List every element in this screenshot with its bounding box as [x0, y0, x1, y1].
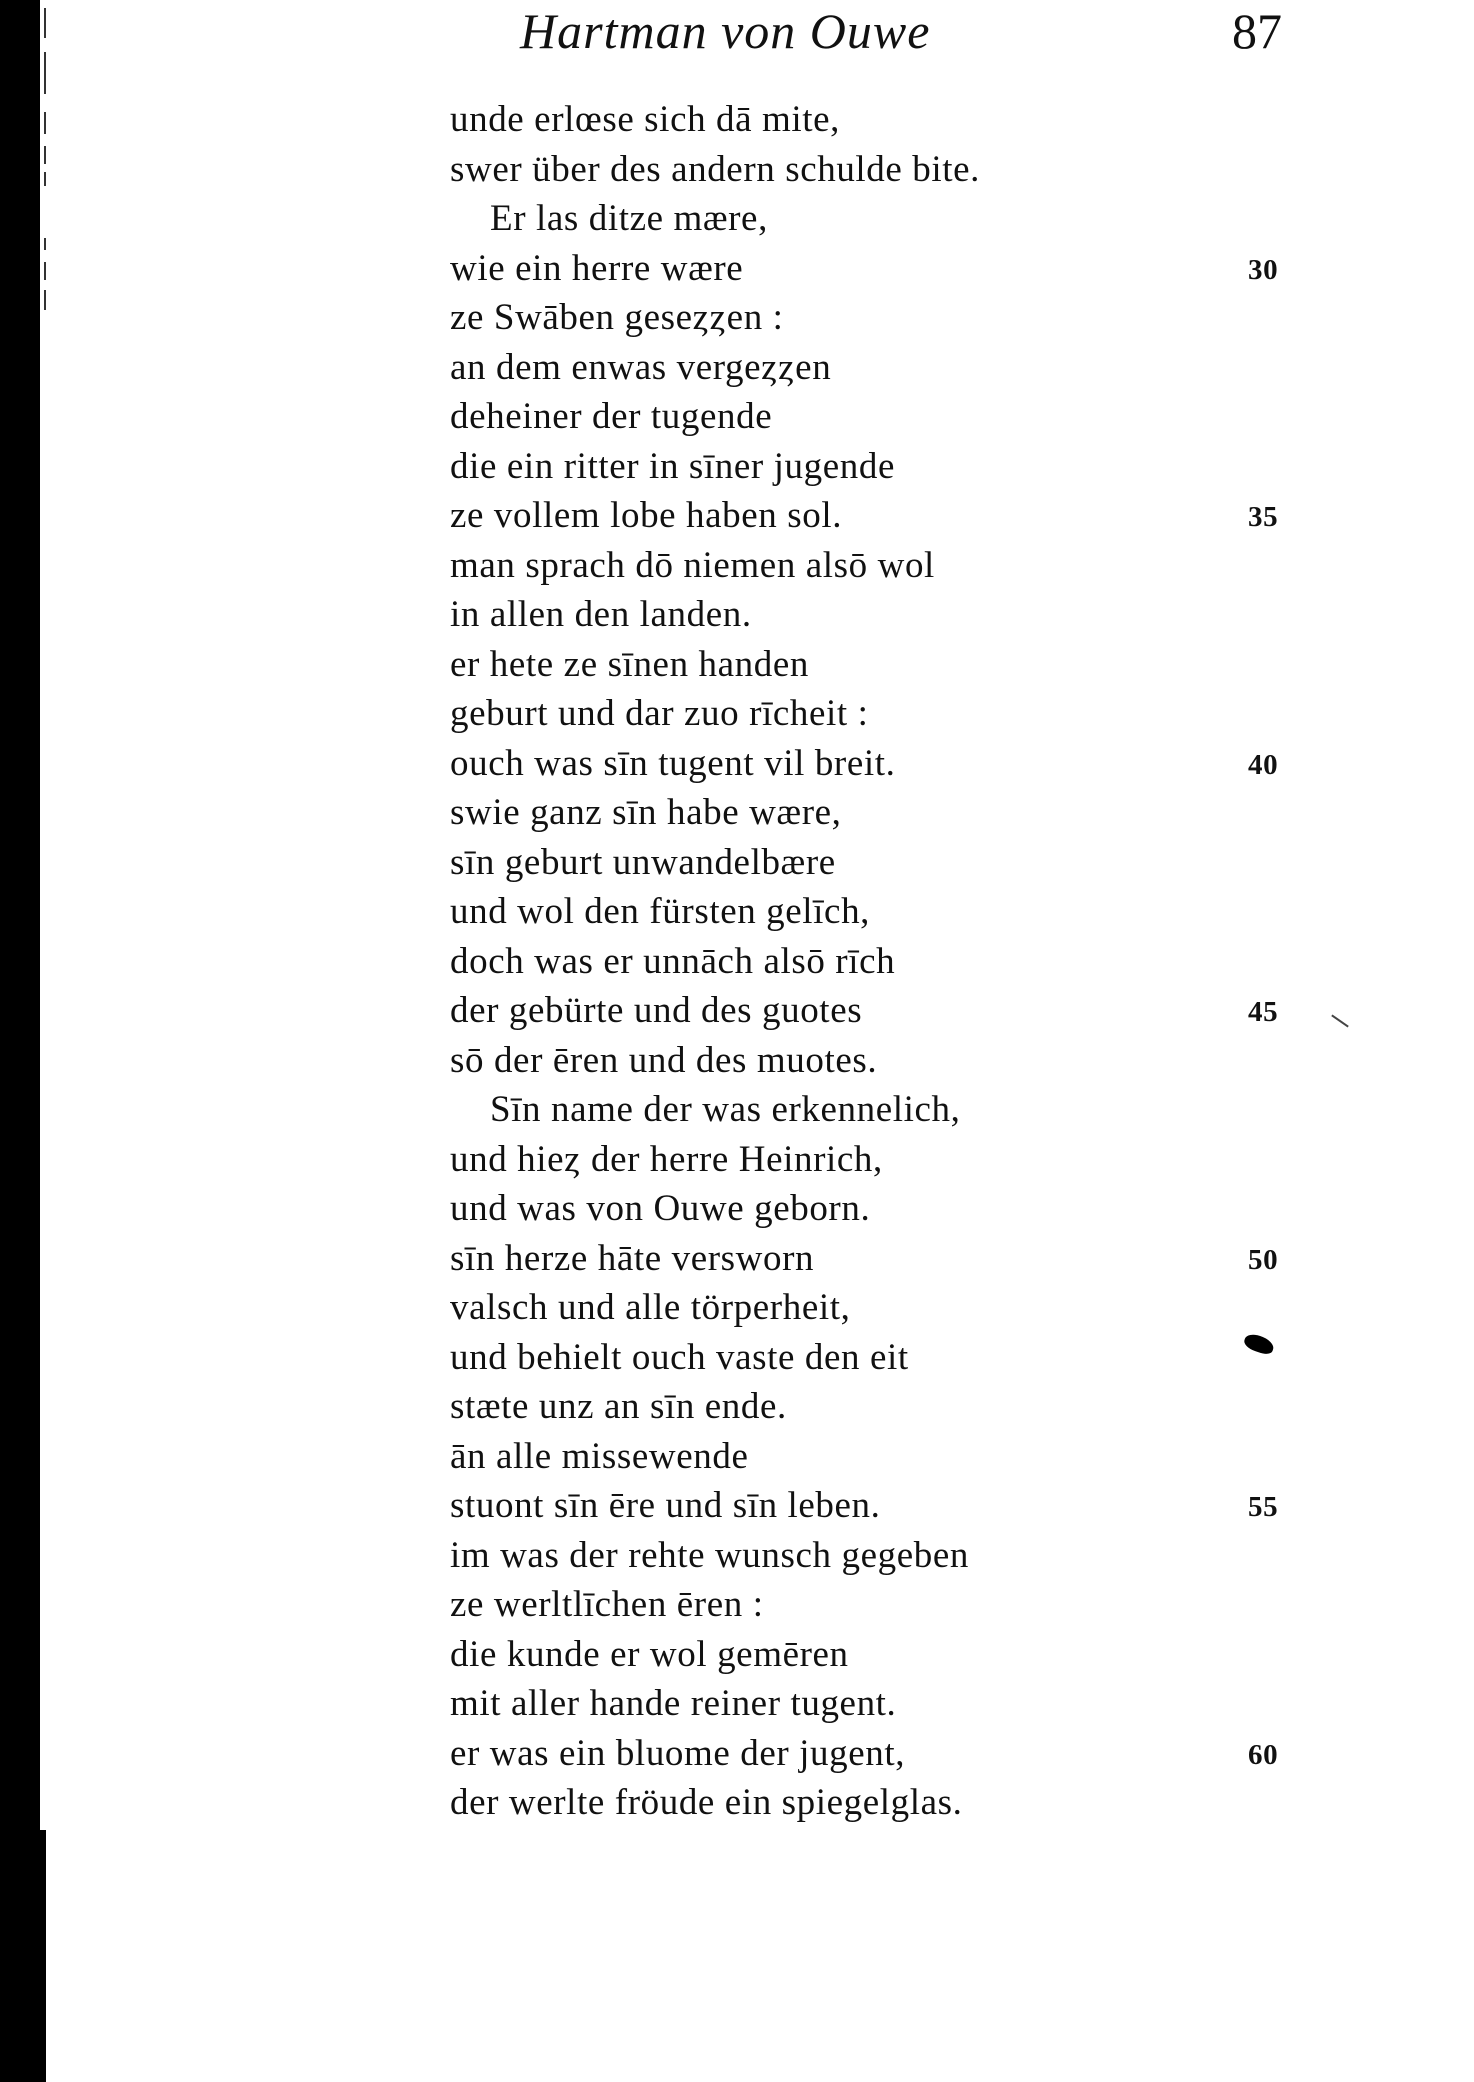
verse-text: Er las ditze mære, [490, 198, 768, 239]
verse-line [450, 293, 1350, 343]
verse-text: swie ganz sīn habe wære, [450, 792, 842, 833]
verse-line [450, 1283, 1350, 1333]
line-number: 55 [1248, 1491, 1279, 1523]
line-number: 50 [1248, 1243, 1279, 1276]
verse-text: swer über des andern schulde bite. [450, 148, 980, 190]
verse-line [450, 739, 1350, 789]
scan-edge-lower [36, 1830, 46, 2082]
verse-text: die ein ritter in sīner jugende [450, 445, 895, 487]
verse-line [450, 1234, 1350, 1284]
verse-text: mit aller hande reiner tugent. [450, 1683, 897, 1724]
verse-line [450, 887, 1350, 937]
verse-line [450, 1630, 1350, 1680]
page-number: 87 [1232, 3, 1282, 59]
verse-text: an dem enwas vergeȥȥen [450, 346, 832, 388]
verse-text: Sīn name der was erkennelich, [490, 1089, 961, 1130]
verse-line [450, 1679, 1350, 1729]
verse-line [450, 1481, 1350, 1531]
line-number: 30 [1248, 253, 1279, 286]
verse-line [450, 1135, 1350, 1185]
scan-edge-marks [44, 0, 50, 330]
edge-mark [44, 262, 46, 280]
edge-mark [44, 238, 46, 250]
verse-text: ouch was sīn tugent vil breit. [450, 742, 896, 784]
verse-text: und hieȥ der herre Heinrich, [450, 1138, 883, 1180]
verse-line [450, 1085, 1350, 1135]
edge-mark [44, 8, 46, 38]
running-title: Hartman von Ouwe [520, 3, 931, 59]
line-number: 60 [1248, 1738, 1279, 1771]
edge-mark [44, 172, 46, 186]
edge-mark [44, 52, 46, 94]
verse-line [450, 640, 1350, 690]
verse-text: sō der ēren und des muotes. [450, 1039, 878, 1081]
verse-text: stæte unz an sīn ende. [450, 1386, 787, 1427]
verse-text: und was von Ouwe geborn. [450, 1188, 871, 1229]
verse-line [450, 541, 1350, 591]
verse-line [450, 244, 1350, 294]
verse-line [450, 491, 1350, 541]
verse-line [450, 838, 1350, 888]
edge-mark [44, 290, 46, 310]
verse-line [450, 1333, 1350, 1383]
verse-text: ze werltlīchen ēren : [450, 1584, 764, 1625]
verse-text: im was der rehte wunsch gegeben [450, 1534, 969, 1576]
verse-text: sīn geburt unwandelbære [450, 841, 836, 883]
verse-text: geburt und dar zuo rīcheit : [450, 693, 869, 734]
verse-line [450, 194, 1350, 244]
verse-line [450, 1531, 1350, 1581]
verse-text: unde erlœse sich dā mite, [450, 99, 841, 140]
verse-text: der gebürte und des guotes [450, 990, 863, 1031]
verse-text: er was ein bluome der jugent, [450, 1732, 906, 1774]
verse-text: er hete ze sīnen handen [450, 643, 809, 685]
verse-text: und behielt ouch vaste den eit [450, 1336, 909, 1378]
verse-line [450, 442, 1350, 492]
verse-text: stuont sīn ēre und sīn leben. [450, 1485, 881, 1526]
verse-line [450, 1778, 1350, 1828]
verse-line [450, 937, 1350, 987]
verse-line [450, 392, 1350, 442]
verse-line [450, 1729, 1350, 1779]
verse-text: valsch und alle törperheit, [450, 1287, 851, 1328]
verse-line [450, 1580, 1350, 1630]
verse-line [450, 1382, 1350, 1432]
verse-line [450, 145, 1350, 195]
verse-line [450, 689, 1350, 739]
verse-line [450, 1432, 1350, 1482]
verse-text: in allen den landen. [450, 594, 752, 635]
verse-line [450, 590, 1350, 640]
verse-text: ān alle missewende [450, 1435, 749, 1477]
line-number: 40 [1248, 748, 1279, 781]
verse-text: deheiner der tugende [450, 396, 773, 437]
verse-text: und wol den fürsten gelīch, [450, 891, 871, 932]
verse-text: ze vollem lobe haben sol. [450, 495, 843, 536]
verse-text: ze Swāben geseȥȥen : [450, 297, 784, 338]
verse-text: sīn herze hāte versworn [450, 1237, 815, 1279]
scan-left-edge [0, 0, 40, 2082]
edge-mark [44, 112, 46, 134]
verse-line [450, 1184, 1350, 1234]
verse-line [450, 788, 1350, 838]
verse-line [450, 986, 1350, 1036]
verse-text: wie ein herre wære [450, 247, 744, 289]
verse-text: die kunde er wol gemēren [450, 1633, 849, 1675]
verse-text: der werlte fröude ein spiegelglas. [450, 1782, 963, 1823]
verse-line [450, 1036, 1350, 1086]
edge-mark [44, 146, 46, 164]
verse-line [450, 343, 1350, 393]
verse-text: doch was er unnāch alsō rīch [450, 940, 896, 982]
verse-column [450, 95, 1350, 1828]
verse-text: man sprach dō niemen alsō wol [450, 544, 935, 586]
verse-line [450, 95, 1350, 145]
line-number: 45 [1248, 996, 1279, 1028]
line-number: 35 [1248, 501, 1279, 533]
